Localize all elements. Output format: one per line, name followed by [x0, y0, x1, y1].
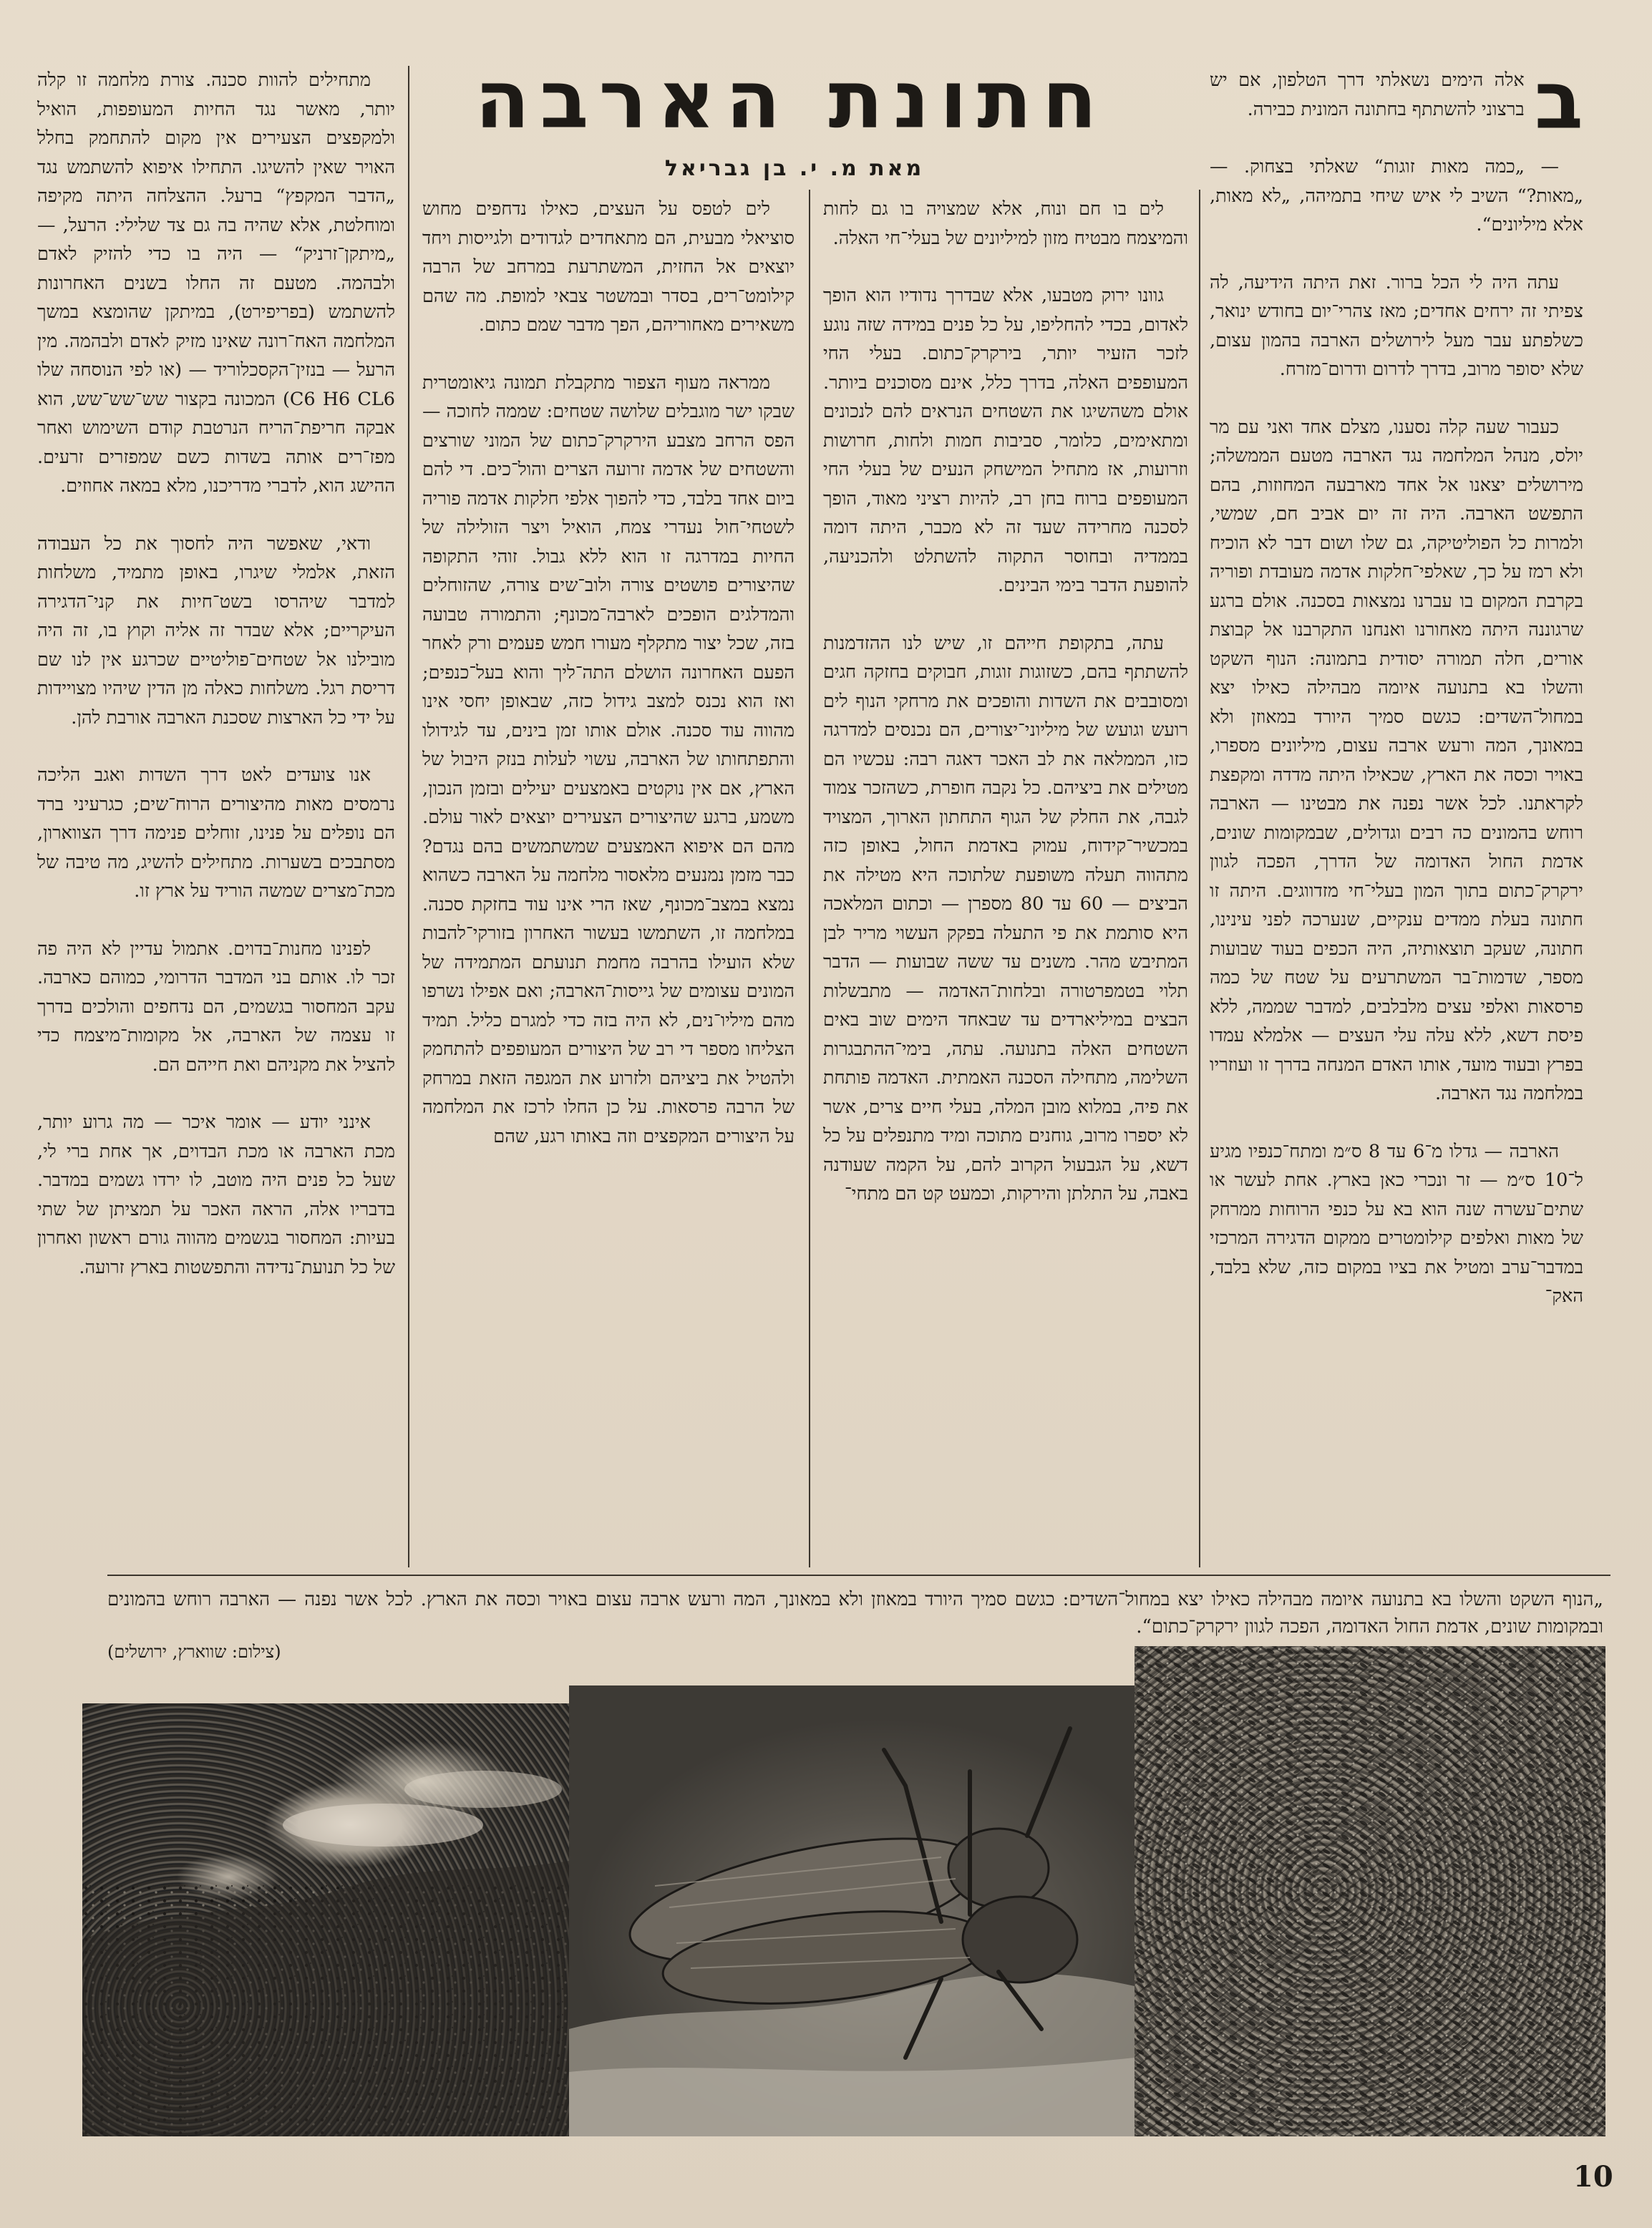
paragraph: ב אלה הימים נשאלתי דרך הטלפון, אם יש ברצוני להשתתף בחתונה המונית כבירה. — [1210, 66, 1583, 147]
photo-locusts-on-vegetation — [1134, 1646, 1605, 2136]
article-column-3 — [422, 195, 795, 1565]
paragraph: כעבור שעה קלה נסענו, מצלם אחד ואני עם מר יולס, מנהל המלחמה נגד הארבה מטעם הממשלה; מירושלים יצאנו אל אחד מארבעה המחוזות, בהם התפשט הארבה. היה זה יום אביב חם, שמשי, ולמרות כל הפוליטיקה, גם שלו ושום דבר לא הוכיח ולא רמז על כך, שאלפי־חלקות אדמה מעובדת ופוריה בקרבת המקום בו עברנו נמצאות בסכנה. אולם ברגע שרגוננה היתה מאחורנו ואנחנו התקרבנו אל קבוצת אורים, חלה תמורה יסודית בתמונה: הנוף השקט והשלו בא בתנועה איומה מבהילה כאילו יצא במחול־השדים: כגשם סמיך היורד במאוזן ולא במאונך, המה ורעש ארבה עצום, מיליונים מספרו, באויר וכסה את הארץ, שכאילו היתה מדדה ומקפצת לקראתנו. לכל אשר נפנה את מבטינו — הארבה רוחש בהמונים כה רבים וגדולים, שבמקומות שונים, אדמת החול האדומה של הדרך, הפכה לגוון ירקרק־כתום בתוך המון בעלי־חי מזדווגים. היתה זו חתונה בעלת ממדים ענקיים, שנערכה לפני עינינו, חתונה, שעקב תוצאותיה, היה הכפים בעוד שבועות מספר, שדמות־בר המשתרעים על שטח של כמה פרסאות ואלפי עצים מלבלבים, למדבר שממה, ללא פיסת דשא, ללא עלה עלי העצים — אלמלא עמדו בפרץ ובעוד מועד, אותו האדם המנחה בדרך זו ועוזריו במלחמה נגד הארבה. — [1210, 416, 1583, 1104]
article-title: חתונת הארבה — [475, 54, 1107, 147]
paragraph: אינני יודע — אומר איכר — מה גרוע יותר, מכת הארבה או מכת הבדוים, אך אחת ברי לי, שעל כל פנים היה מוטב, לו ירדו גשמים במדבר. בדבריו אלה, הראה האכר על תמציתן של שתי בעיות: המחסור בגשמים מהווה גורם ראשון ואחרון של כל תנועת־נדידה והתפשטות בארץ זרועה. — [37, 1111, 395, 1278]
article-column-1 — [1210, 66, 1583, 1565]
photo-locust-swarm-ground — [82, 1703, 569, 2136]
locust-swarm-ground-image — [82, 1703, 569, 2136]
paragraph: מתחילים להוות סכנה. צורת מלחמה זו קלה יותר, מאשר נגד החיות המעופפות, הואיל ולמקפצים הצעירים אין מקום להתחמק בחלל האויר שאין להשיגו. התחילו איפוא להשתמש נגד „הדבר המקפץ“ ברעל. ההצלחה היתה מקיפה ומוחלטת, אלא שהיה בה גם צד שלילי: הרעל, — „מיתקן־זרניק“ — היה בו כדי להזיק לאדם ולבהמה. מטעם זה החלו בשנים האחרונות להשתמש (בפריפירט), במיתקן שהומצא במשך המלחמה האח־רונה שאינו מזיק לאדם ולבהמה. מין הרעל — בנזין־הקסכלוריד — (או לפי הנוסחה שלו C6 H6 CL6) המכונה בקצור שש־שש־שש, הוא אבקה חריפת־הריח הנרטבת קודם השימוש ואחר מפז־רים אותה בשדות כשם שמפזרים זרעים. ההישג הוא, לדברי מדריכנו, מלא במאה אחוזים. — [37, 69, 395, 497]
paragraph: לים לטפס על העצים, כאילו נדחפים מחוש סוציאלי מבעית, הם מתאחדים לגדודים ולגייסות ויחד יוצאים אל החזית, המשתרעת במרחב של הרבה קילומט־רים, בסדר ובמשטר צבאי למופת. מה שהם משאירים מאחוריהם, הפך מדבר שמם כתום. — [422, 198, 795, 336]
article-column-2 — [823, 195, 1188, 1565]
drop-cap: ב — [1534, 66, 1583, 147]
paragraph: לים בו חם ונוח, אלא שמצויה בו גם לחות והמיצמח מבטיח מזון למיליונים של בעלי־חי האלה. — [823, 198, 1188, 249]
column-rule — [1199, 190, 1200, 1567]
article-column-4 — [37, 66, 395, 1565]
photo-credit: (צילום: שווארץ, ירושלים) — [107, 1642, 281, 1662]
paragraph: עתה, בתקופת חייהם זו, שיש לנו ההזדמנות להשתתף בהם, כשזוגות זוגות, חבוקים בחזקה חגים ומסובבים את השדות והופכים את מרחקי הנוף לים רועש וגועש של מיליוני־יצורים, הם נכנסים למדרגה כזו, הממלאה את לב האכר דאגה רבה: עכשיו הם מטילים את ביציהם. כל נקבה חופרת, כשהזכר צמוד לגבה, את החלק של הגוף התחתון הארוך, המצויד במכשיר־קידוח, עמוק באדמת החול, באופן כזה מתהווה תעלה משופעת שלתוכה היא מטילה את הביצים — 60 עד 80 מספרן — וכתום המלאכה היא סותמת את פי התעלה בפקק העשוי מריר לבן המתיבש מהר. משנים עד ששה שבועות — הדבר תלוי בטמפרטורה ובלחות־האדמה — מתבשלות הבצים במיליארדים עד שבאחד הימים שוב באים השטחים האלה בתנועה. עתה, בימי־ההתבגרות השלימה, מתחילה הסכנה האמתית. האדמה פותחת את פיה, במלוא מובן המלה, בעלי חיים צרים, אשר לא יספרו מרוב, גוחנים מתוכה ומיד מתנפלים על כל דשא, על הגבעול הקרוב להם, על הקמה שעודנה באבה, על התלתן והירקות, וכמעט קט הם מתחי־ — [823, 632, 1188, 1205]
photo-locusts-mating — [569, 1685, 1134, 2136]
paragraph: לפנינו מחנות־בדוים. אתמול עדיין לא היה פה זכר לו. אותם בני המדבר הדרומי, כמוהם כארבה. עקב המחסור בגשמים, הם נדחפים והולכים בדרך זו עצמה של הארבה, אל מקומות־מיצמח כדי להציל את מקניהם ואת חייהם הם. — [37, 938, 395, 1076]
article-byline: מאת מ. י. בן גבריאל — [664, 156, 925, 181]
caption-rule — [107, 1575, 1610, 1576]
paragraph: ממראה מעוף הצפור מתקבלת תמונה גיאומטרית שבקו ישר מוגבלים שלושה שטחים: שממה לחוכה — הפס הרחב מצבע הירקרק־כתום של המוני שורצים והשטחים של אדמה זרועה הצרים והול־כים. די להם ביום אחד בלבד, כדי להפוך אלפי חלקות אדמה פוריה לשטחי־חול נעדרי צמח, הואיל ויצר הזולילה של החיות במדרגה זו הוא ללא גבול. זוהי התקופה שהיצורים פושטים צורה ולוב־שים צורה, שהזוחלים והמדלגים הופכים לארבה־מכונף; והתמורה טבועה בזה, שכל יצור מתקלף מעורו חמש פעמים ורק לאחר הפעם האחרונה הושלם התה־ליך והוא בעל־כנפים; ואז הוא נכנס למצב גידול כזה, שבאופן יחסי אינו מהווה עוד סכנה. אולם אותו זמן בינים, עד לגידולו והתפתחותו של הארבה, עשוי לעלות בנזק היבול של הארץ, אם אין נוקטים באמצעים יעילים ובזמן הנכון, משמע, ברגע שהיצורים הצעירים יוצאים לאור עולם. מהם הם איפוא האמצעים שמשתמשים בהם נגדם? כבר מזמן נמנעים מלאסור מלחמה על הארבה כשהוא נמצא במצב־מכונף, שאז הרי אינו עוד בחזקת סכנה. במלחמה זו, השתמשו בעשור האחרון בזורקי־להבות שלא הועילו בהרבה מחמת תנועתם המתמידה של המונים עצומים של גייסות־הארבה; ואם אפילו נשרפו מהם מיליו־נים, לא היה בזה כדי למגרם כליל. תמיד הצליחו מספר די רב של היצורים המעופפים להתחמק ולהטיל את ביציהם ולזרוע את המגפה הזאת במרחק של הרבה פרסאות. על כן החלו לרכז את המלחמה על היצורים המקפצים וזה באותו רגע, שהם — [422, 371, 795, 1147]
photo-caption: „הנוף השקט והשלו בא בתנועה איומה מבהילה כאילו יצא במחול־השדים: כגשם סמיך היורד במאוזן ולא במאונך, המה ורעש ארבה עצום באויר וכסה את הארץ. לכל אשר נפנה — הארבה רוחש בהמונים ובמקומות שונים, אדמת החול האדומה, הפכה לגוון ירקרק־כתום“. — [107, 1589, 1603, 1638]
paragraph: הארבה — גדלו מ־6 עד 8 ס״מ ומתח־כנפיו מגיע ל־10 ס״מ — זר ונכרי כאן בארץ. אחת לעשר או שתים־עשרה שנה הוא בא על כנפי הרוחות ממרחק של מאות ואלפים קילומטרים ממקום הדגירה המרכזי במדבר־ערב ומטיל את בציו במקום כזה, שלא בלבד, האק־ — [1210, 1140, 1583, 1307]
paragraph: עתה היה לי הכל ברור. זאת היתה הידיעה, לה צפיתי זה ירחים אחדים; מאז צהרי־יום בחודש ינואר, כשלפתע עבר מעל לירושלים הארבה בהמון עצום, שלא יסופר מרוב, בדרך לדרום ודרום־מזרח. — [1210, 271, 1583, 380]
paragraph: אנו צועדים לאט דרך השדות ואגב הליכה נרמסים מאות מהיצורים הרוח־שים; כגרעיני ברד הם נופלים על פנינו, זוחלים פנימה דרך הצווארון, מסתבכים בשערות. מתחילים להשיג, מה טיבה של מכת־מצרים שמשה הוריד על ארץ זו. — [37, 764, 395, 902]
locusts-mating-image — [569, 1685, 1134, 2136]
paragraph: — „כמה מאות זוגות“ שאלתי בצחוק. — „מאות?“ השיב לי איש שיחי בתמיהה, „לא מאות, אלא מיליונים“. — [1210, 156, 1583, 235]
column-rule — [809, 190, 810, 1567]
paragraph: ודאי, שאפשר היה לחסוך את כל העבודה הזאת, אלמלי שיגרו, באופן מתמיד, משלחות למדבר שיהרסו בשט־חיות את קני־הדגירה העיקריים; אלא שבדר זה אליה וקוץ בו, זה היה מובילנו אל שטחים־פוליטיים שכרגע אין לנו שם דריסת רגל. משלחות כאלה מן הדין שיהיו מצויידות על ידי כל הארצות שסכנת הארבה אורבת להן. — [37, 532, 395, 729]
locusts-on-vegetation-image — [1134, 1646, 1605, 2136]
column-rule — [408, 66, 409, 1567]
page-number: 10 — [1573, 2160, 1613, 2194]
paragraph: גוונו ירוק מטבעו, אלא שבדרך נדודיו הוא הופך לאדום, בכדי להחליפו, על כל פנים במידה שזה נוגע לזכר הזעיר יותר, בירקרק־כתום. בעלי החי המעופפים האלה, בדרך כלל, אינם מסוכנים ביותר. אולם משהשיגו את השטחים הנראים להם לנכונים ומתאימים, כלומר, סביבות חמות ולחות, חרושות וזרועות, אז מתחיל המישחק הנעים של בעלי החי המעופפים ברוח בחן רב, להיות רציני מאוד, הופך לסכנה מחרידה שעד זה לא מכבר, היתה דומה בממדיה ובחוסר התקוה להשתלט ולהכניעה, להופעת הדבר בימי הבינים. — [823, 285, 1188, 596]
